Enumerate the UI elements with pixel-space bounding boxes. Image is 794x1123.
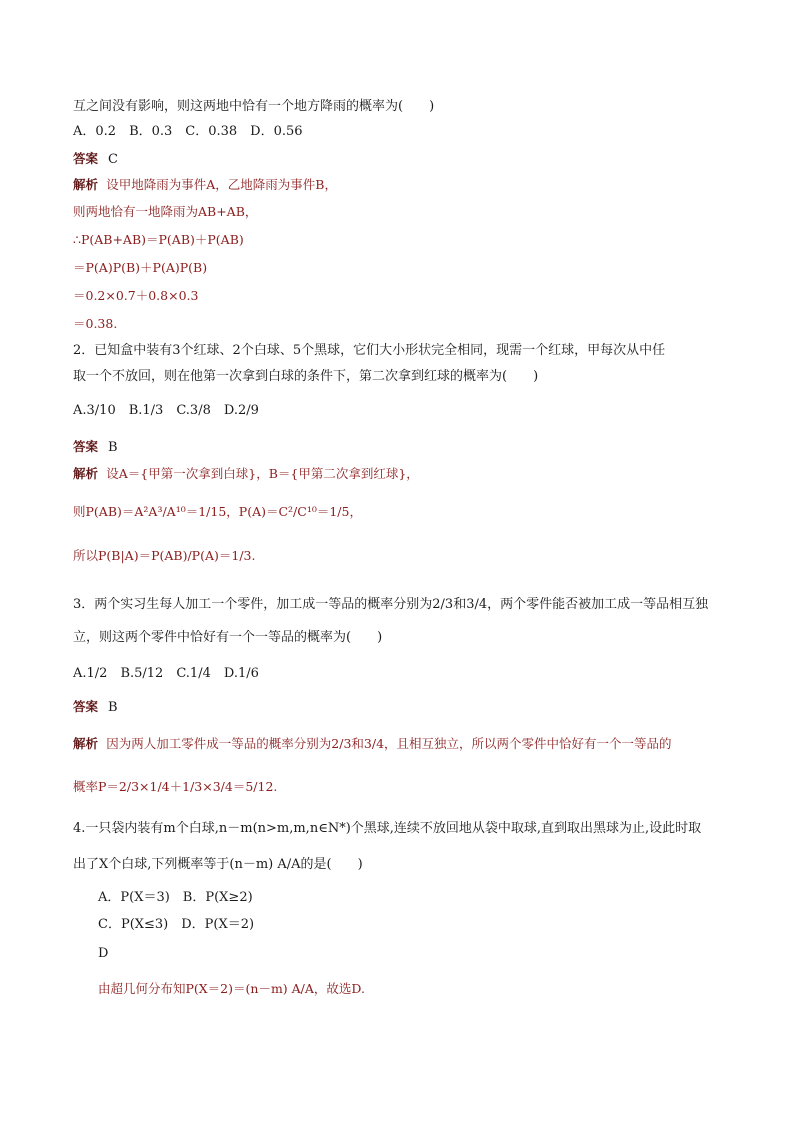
q2-solution-row	[73, 465, 419, 484]
q1-sol-line3: ∴P(AB+AB)＝P(AB)＋P(AB)	[73, 232, 244, 247]
q1-sol-line6: ＝0.38.	[73, 316, 118, 331]
q2-stem-line1: 2．已知盒中装有3个红球、2个白球、5个黑球，它们大小形状完全相同，现需一个红球，甲每次从中任	[73, 343, 666, 358]
q4-options-line1: A．P(X＝3) B．P(X≥2)	[98, 890, 253, 905]
q3-sol-line1: 因为两人加工零件成一等品的概率分别为2/3和3/4，且相互独立，所以两个零件中恰好有一个一等品的	[106, 736, 672, 751]
q4-sol-line1: 由超几何分布知P(X＝2)＝(n－m) A/A，故选D.	[98, 981, 365, 996]
q2-options: A.3/10 B.1/3 C.3/8 D.2/9	[73, 403, 259, 418]
q1-answer: C	[108, 152, 118, 167]
q3-sol-line2: 概率P＝2/3×1/4＋1/3×3/4＝5/12.	[73, 779, 278, 794]
q1-answer-row	[73, 150, 118, 169]
q2-sol-line2: 则P(AB)＝A²A³/A¹⁰＝1/15，P(A)＝C²/C¹⁰＝1/5，	[73, 504, 362, 519]
q4-options-line2: C．P(X≤3) D．P(X＝2)	[98, 917, 255, 932]
solution-label: 解析	[73, 177, 99, 192]
q1-stem-tail: 互之间没有影响，则这两地中恰有一个地方降雨的概率为( )	[73, 99, 435, 114]
q3-options: A.1/2 B.5/12 C.1/4 D.1/6	[73, 666, 259, 681]
q4-stem-line2: 出了X个白球,下列概率等于(n－m) A/A的是( )	[73, 857, 363, 872]
q1-sol-line4: ＝P(A)P(B)＋P(A)P(B)	[73, 260, 208, 275]
q4-stem-line1: 4.一只袋内装有m个白球,n－m(n>m,m,n∈N*)个黑球,连续不放回地从袋中取球,直到取出黑球为止,设此时取	[73, 821, 702, 836]
q3-stem-line1: 3．两个实习生每人加工一个零件，加工成一等品的概率分别为2/3和3/4，两个零件能否被加工成一等品相互独	[73, 597, 709, 612]
q3-stem-line2: 立，则这两个零件中恰好有一个一等品的概率为( )	[73, 630, 383, 645]
solution-label: 解析	[73, 736, 99, 751]
q3-answer-row	[73, 698, 118, 717]
q2-answer: B	[108, 440, 118, 455]
solution-label: 解析	[73, 466, 99, 481]
q1-sol-line2: 则两地恰有一地降雨为AB+AB，	[73, 204, 258, 219]
q4-answer: D	[98, 946, 109, 961]
q2-sol-line3: 所以P(B|A)＝P(AB)/P(A)＝1/3.	[73, 548, 256, 563]
answer-label: 答案	[73, 439, 99, 454]
q1-options: A．0.2 B．0.3 C．0.38 D．0.56	[73, 124, 303, 139]
answer-label: 答案	[73, 151, 99, 166]
q1-sol-line1: 设甲地降雨为事件A，乙地降雨为事件B，	[106, 177, 337, 192]
q1-sol-line5: ＝0.2×0.7＋0.8×0.3	[73, 288, 199, 303]
q2-sol-line1: 设A＝{甲第一次拿到白球}，B＝{甲第二次拿到红球}，	[106, 466, 419, 481]
q2-stem-line2: 取一个不放回，则在他第一次拿到白球的条件下，第二次拿到红球的概率为( )	[73, 369, 539, 384]
q3-solution-row	[73, 735, 672, 754]
q3-answer: B	[108, 700, 118, 715]
q2-answer-row	[73, 438, 118, 457]
answer-label: 答案	[73, 699, 99, 714]
q1-solution-row	[73, 176, 337, 195]
